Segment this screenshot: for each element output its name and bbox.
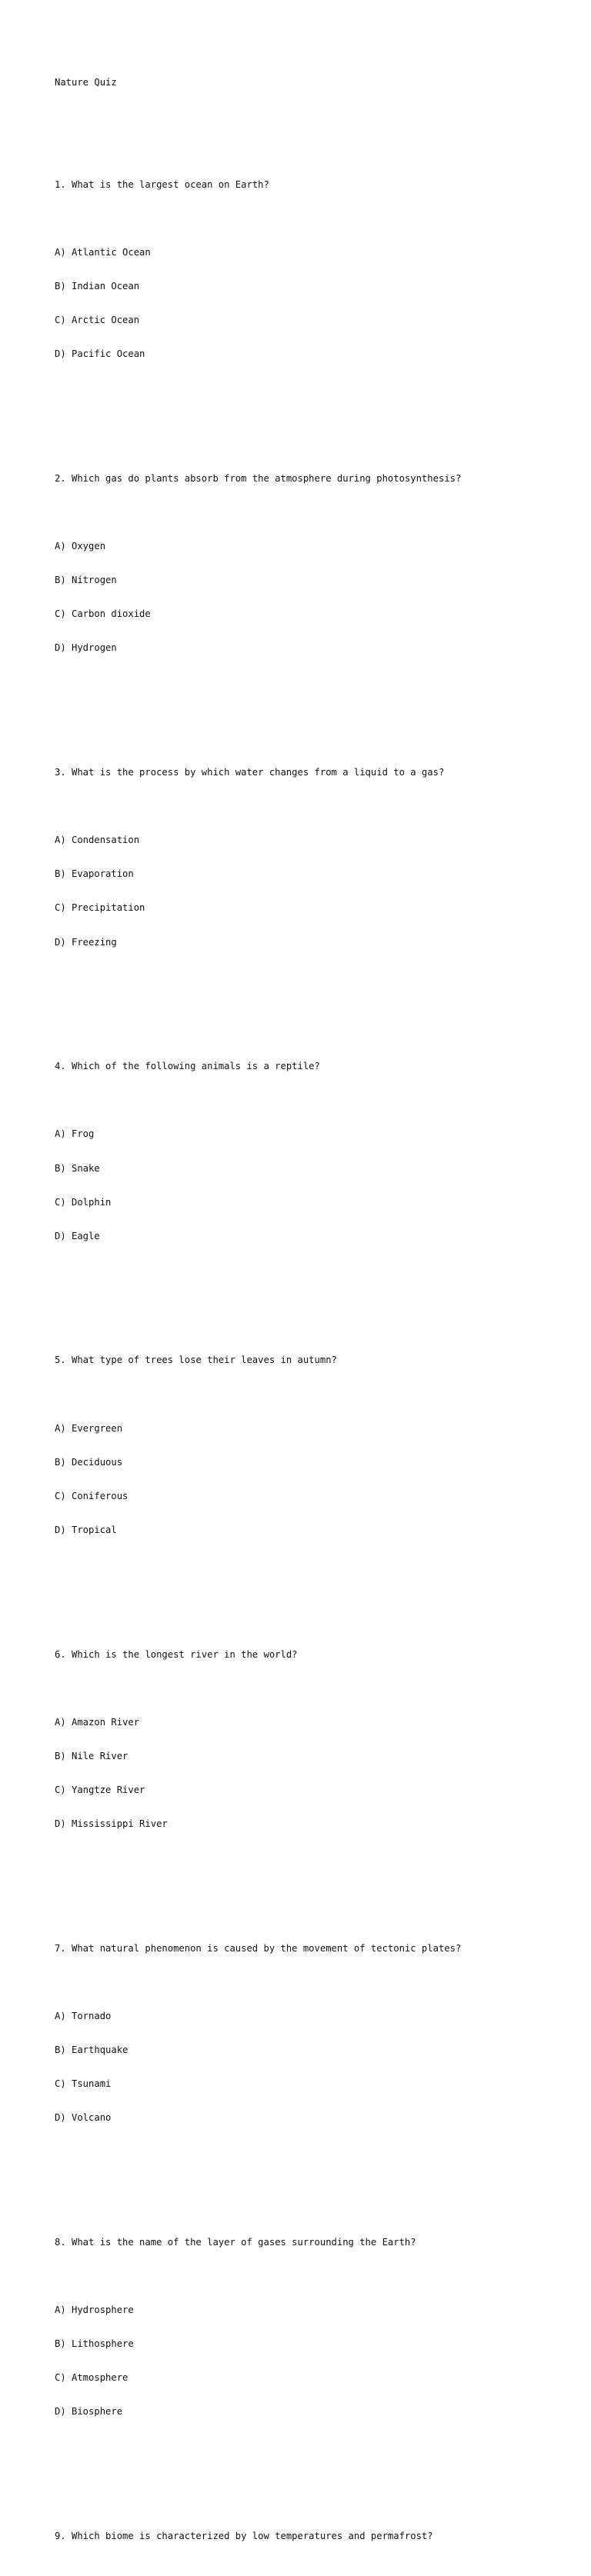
quiz-title: Nature Quiz bbox=[55, 77, 117, 88]
spacer bbox=[55, 112, 578, 123]
question-text: 1. What is the largest ocean on Earth? bbox=[55, 178, 269, 190]
spacer bbox=[55, 1388, 578, 1400]
answer-option: B) Lithosphere bbox=[55, 2338, 134, 2350]
spacer bbox=[55, 1558, 578, 1570]
answer-option: A) Evergreen bbox=[55, 1422, 123, 1434]
answer-option: A) Tornado bbox=[55, 2010, 112, 2021]
spacer bbox=[55, 801, 578, 812]
question-block bbox=[55, 156, 578, 416]
question-block bbox=[55, 1920, 578, 2180]
question-block bbox=[55, 1038, 578, 1298]
question-block bbox=[55, 745, 578, 1005]
spacer bbox=[55, 676, 578, 688]
question-text: 3. What is the process by which water changes from a liquid to a gas? bbox=[55, 767, 445, 778]
spacer bbox=[55, 1977, 578, 1988]
answer-option: C) Coniferous bbox=[55, 1490, 129, 1501]
answer-option: B) Nile River bbox=[55, 1750, 129, 1761]
answer-option: C) Arctic Ocean bbox=[55, 315, 140, 326]
answer-option: D) Hydrogen bbox=[55, 642, 117, 654]
answer-option: D) Freezing bbox=[55, 936, 117, 948]
question-text: 2. Which gas do plants absorb from the atmosphere during photosynthesis? bbox=[55, 472, 462, 484]
spacer bbox=[55, 213, 578, 225]
spacer bbox=[55, 1852, 578, 1864]
answer-option: D) Pacific Ocean bbox=[55, 348, 145, 360]
answer-option: B) Nitrogen bbox=[55, 575, 117, 586]
question-text: 9. Which biome is characterized by low temperatures and permafrost? bbox=[55, 2531, 433, 2542]
answer-option: D) Mississippi River bbox=[55, 1818, 168, 1830]
answer-option: D) Biosphere bbox=[55, 2406, 123, 2418]
question-text: 6. Which is the longest river in the world? bbox=[55, 1648, 298, 1660]
quiz-document bbox=[55, 55, 578, 2576]
spacer bbox=[55, 507, 578, 518]
answer-option: B) Deciduous bbox=[55, 1456, 123, 1468]
spacer bbox=[55, 2440, 578, 2451]
answer-option: C) Carbon dioxide bbox=[55, 608, 151, 620]
question-text: 5. What type of trees lose their leaves in autumn? bbox=[55, 1355, 337, 1366]
spacer bbox=[55, 1095, 578, 1106]
answer-option: A) Oxygen bbox=[55, 541, 106, 552]
answer-option: C) Dolphin bbox=[55, 1196, 112, 1208]
question-block bbox=[55, 1332, 578, 1592]
answer-option: C) Yangtze River bbox=[55, 1784, 145, 1795]
answer-option: D) Tropical bbox=[55, 1524, 117, 1535]
spacer bbox=[55, 1265, 578, 1276]
question-block bbox=[55, 450, 578, 710]
answer-option: C) Atmosphere bbox=[55, 2372, 129, 2384]
answer-option: B) Earthquake bbox=[55, 2044, 129, 2056]
spacer bbox=[55, 2146, 578, 2158]
spacer bbox=[55, 1683, 578, 1695]
answer-option: A) Hydrosphere bbox=[55, 2304, 134, 2316]
answer-option: A) Atlantic Ocean bbox=[55, 246, 151, 258]
question-block bbox=[55, 1626, 578, 1886]
answer-option: B) Evaporation bbox=[55, 868, 134, 880]
answer-option: A) Condensation bbox=[55, 835, 140, 846]
answer-option: D) Eagle bbox=[55, 1230, 100, 1241]
spacer bbox=[55, 2271, 578, 2282]
answer-option: A) Amazon River bbox=[55, 1716, 140, 1728]
answer-option: C) Precipitation bbox=[55, 902, 145, 914]
question-text: 8. What is the name of the layer of gases surrounding the Earth? bbox=[55, 2236, 416, 2248]
question-block bbox=[55, 2214, 578, 2474]
question-text: 7. What natural phenomenon is caused by the movement of tectonic plates? bbox=[55, 1942, 462, 1954]
answer-option: B) Snake bbox=[55, 1162, 100, 1174]
answer-option: A) Frog bbox=[55, 1128, 95, 1140]
answer-option: D) Volcano bbox=[55, 2112, 112, 2124]
answer-option: B) Indian Ocean bbox=[55, 280, 140, 292]
spacer bbox=[55, 971, 578, 982]
spacer bbox=[55, 382, 578, 394]
question-block bbox=[55, 2508, 578, 2565]
question-text: 4. Which of the following animals is a reptile? bbox=[55, 1061, 320, 1072]
answer-option: C) Tsunami bbox=[55, 2078, 112, 2090]
